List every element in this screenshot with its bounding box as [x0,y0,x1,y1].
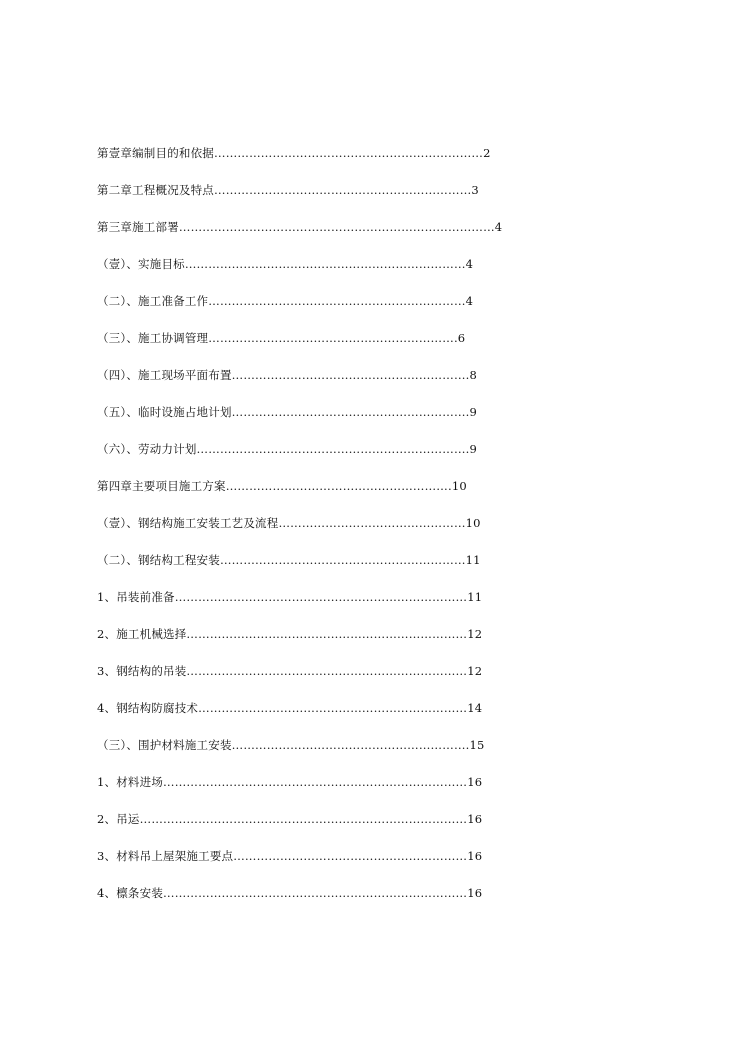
toc-entry-3-5[interactable]: （五）、临时设施占地计划…………………………………………………….9 [97,405,478,419]
toc-entry-4-2-4[interactable]: 4、钢结构防腐技术……………………………………………………………14 [97,701,483,715]
toc-entry-4-3[interactable]: （三）、围护材料施工安装…………………………………………………….15 [97,738,485,752]
toc-entry-4-3-2[interactable]: 2、吊运…………………………………………………………………………16 [97,812,483,826]
toc-entry-chapter-1[interactable]: 第壹章编制目的和依据……………………………………………………………2 [97,146,491,160]
toc-entry-4-2[interactable]: （二）、钢结构工程安装………………………………………………………11 [97,553,481,567]
toc-entry-3-2[interactable]: （二）、施工准备工作…………………………………………………………4 [97,294,474,308]
toc-entry-4-3-4[interactable]: 4、檩条安装……………………………………………………………………16 [97,886,483,900]
toc-entry-3-1[interactable]: （壹）、实施目标………………………………………………………………4 [97,257,474,271]
toc-entry-4-2-1[interactable]: 1、吊装前准备…………………………………………………………………11 [97,590,483,604]
toc-entry-4-3-1[interactable]: 1、材料进场……………………………………………………………………16 [97,775,483,789]
toc-entry-chapter-3[interactable]: 第三章施工部署………………………………………………………………………4 [97,220,503,234]
toc-entry-chapter-4[interactable]: 第四章主要项目施工方案………………………………………………….10 [97,479,467,493]
toc-entry-3-3[interactable]: （三）、施工协调管理……………………………………………………….6 [97,331,466,345]
toc-entry-4-2-3[interactable]: 3、钢结构的吊装………………………………………………………………12 [97,664,483,678]
toc-entry-3-4[interactable]: （四）、施工现场平面布置…………………………………………………….8 [97,368,478,382]
toc-entry-3-6[interactable]: （六）、劳动力计划…………………………………………………………….9 [97,442,478,456]
toc-entry-chapter-2[interactable]: 第二章工程概况及特点…………………………………………………………3 [97,183,479,197]
toc-entry-4-3-3[interactable]: 3、材料吊上屋架施工要点……………………………………………………16 [97,849,483,863]
toc-entry-4-2-2[interactable]: 2、施工机械选择………………………………………………………………12 [97,627,483,641]
toc-entry-4-1[interactable]: （壹）、钢结构施工安装工艺及流程…………………………………………10 [97,516,481,530]
